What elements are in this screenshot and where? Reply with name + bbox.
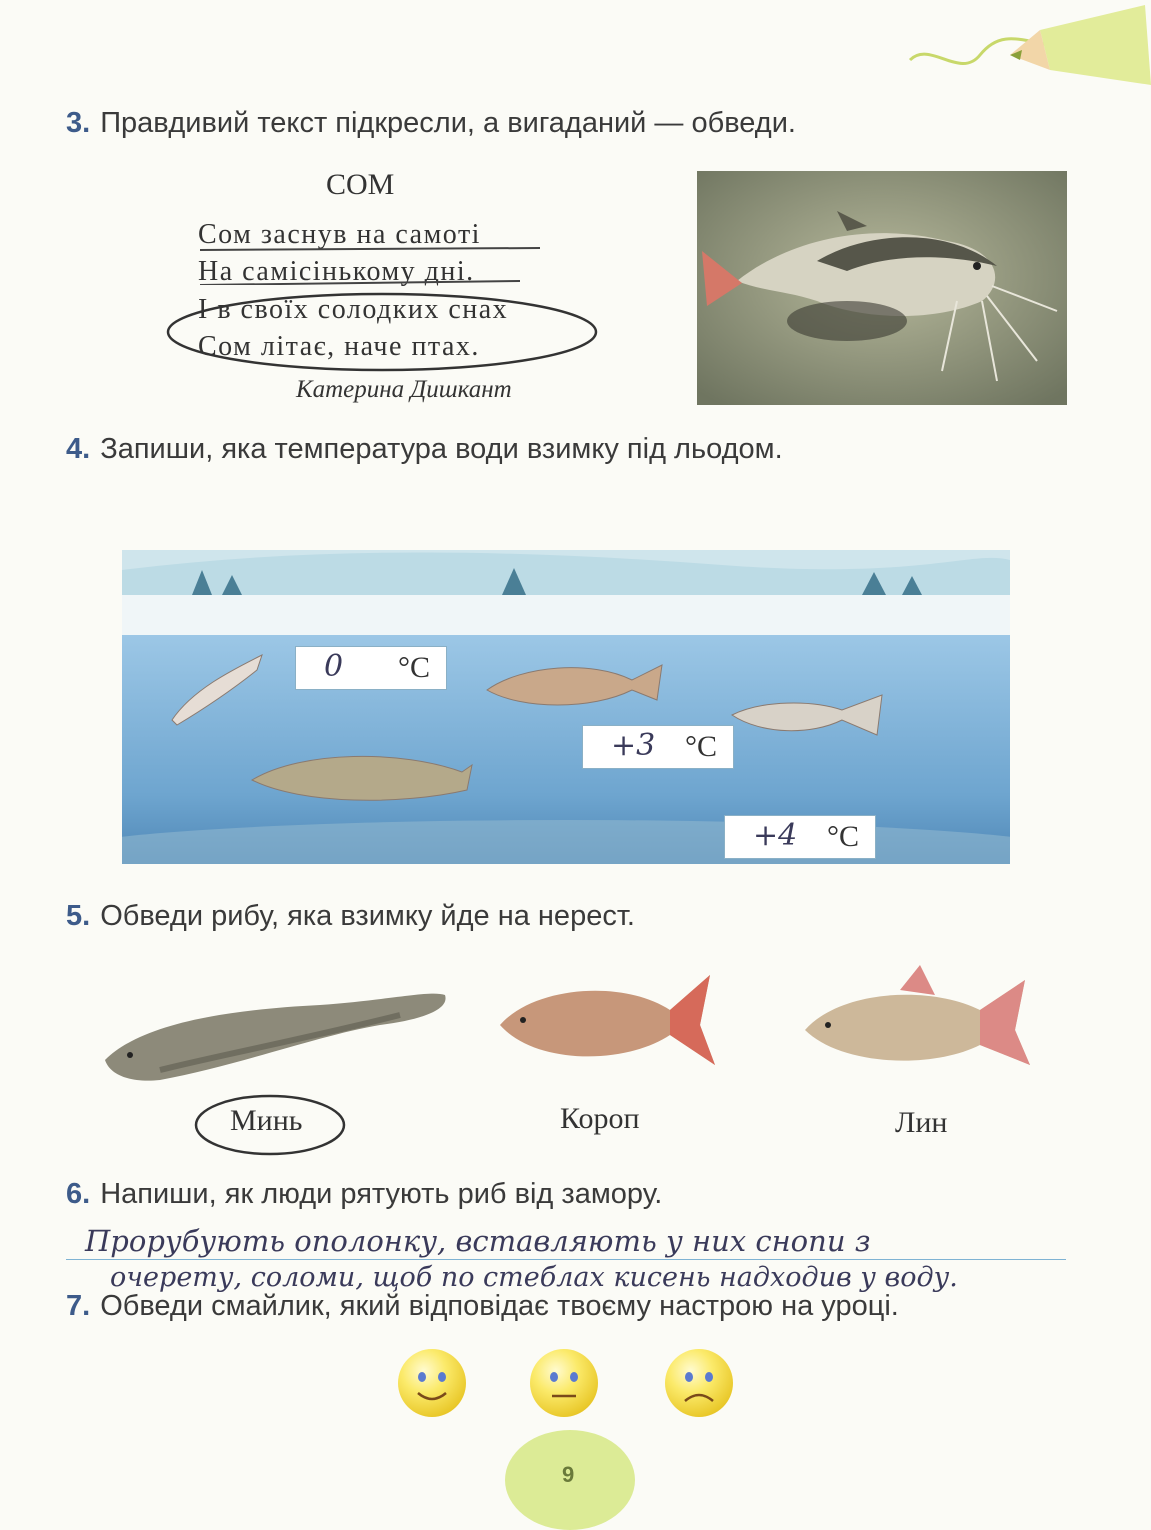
task-number: 3. [66, 107, 91, 139]
tench-image [800, 965, 1035, 1080]
lake-illustration [122, 540, 1010, 864]
smiley-happy[interactable] [398, 1349, 466, 1417]
smiley-sad[interactable] [665, 1349, 733, 1417]
temp-unit: °C [684, 730, 717, 763]
sad-face-icon [665, 1349, 733, 1417]
catfish-photo [697, 171, 1067, 405]
task-text: Запиши, яка температура води взимку під льодом. [100, 433, 783, 465]
temp-unit: °C [397, 651, 430, 684]
temp-box-0[interactable] [295, 646, 447, 690]
temp-value: +4 [753, 818, 798, 853]
task-number: 5. [66, 900, 91, 932]
pencil-decoration [890, 0, 1151, 100]
burbot-image [100, 975, 455, 1095]
underline-mark [195, 245, 555, 285]
answer-line [66, 1259, 1066, 1260]
task-number: 7. [66, 1290, 91, 1322]
task-3 [66, 107, 796, 140]
happy-face-icon [398, 1349, 466, 1417]
temp-box-4[interactable] [724, 815, 876, 859]
poem-line-4: Сом літає, наче птах. [198, 331, 480, 362]
task-5 [66, 900, 635, 933]
task-text: Обведи рибу, яка взимку йде на нерест. [100, 900, 635, 932]
answer-line-2[interactable]: очерету, соломи, щоб по стеблах кисень надходив у воду. [110, 1262, 958, 1293]
answer-line-1[interactable]: Прорубують ополонку, вставляють у них снопи з [85, 1224, 871, 1258]
carp-image [495, 970, 720, 1080]
task-text: Обведи смайлик, який відповідає твоєму настрою на уроці. [100, 1290, 899, 1322]
smiley-neutral[interactable] [530, 1349, 598, 1417]
temp-value: +3 [611, 728, 656, 763]
page-number: 9 [562, 1462, 575, 1487]
poem-line-2: На самісінькому дні. [198, 256, 475, 287]
neutral-face-icon [530, 1349, 598, 1417]
fish-name-tench[interactable]: Лин [895, 1106, 948, 1139]
task-4 [66, 433, 783, 466]
temp-box-3[interactable] [582, 725, 734, 769]
task-6 [66, 1178, 662, 1211]
fish-name-burbot[interactable]: Минь [230, 1104, 303, 1137]
temp-value: 0 [324, 649, 344, 684]
temp-unit: °C [826, 820, 859, 853]
task-7 [66, 1290, 899, 1323]
task-text: Напиши, як люди рятують риб від замору. [100, 1178, 663, 1210]
circle-mark [190, 1090, 355, 1160]
task-number: 6. [66, 1178, 91, 1210]
task-number: 4. [66, 433, 91, 465]
fish-name-carp[interactable]: Короп [560, 1102, 640, 1135]
poem-author: Катерина Дишкант [296, 376, 512, 403]
task-text: Правдивий текст підкресли, а вигаданий — обведи. [100, 107, 796, 139]
poem-line-1: Сом заснув на самоті [198, 219, 481, 250]
poem-line-3: І в своїх солодких снах [198, 294, 509, 325]
poem-title: СОМ [326, 168, 395, 201]
circle-mark [160, 288, 610, 383]
